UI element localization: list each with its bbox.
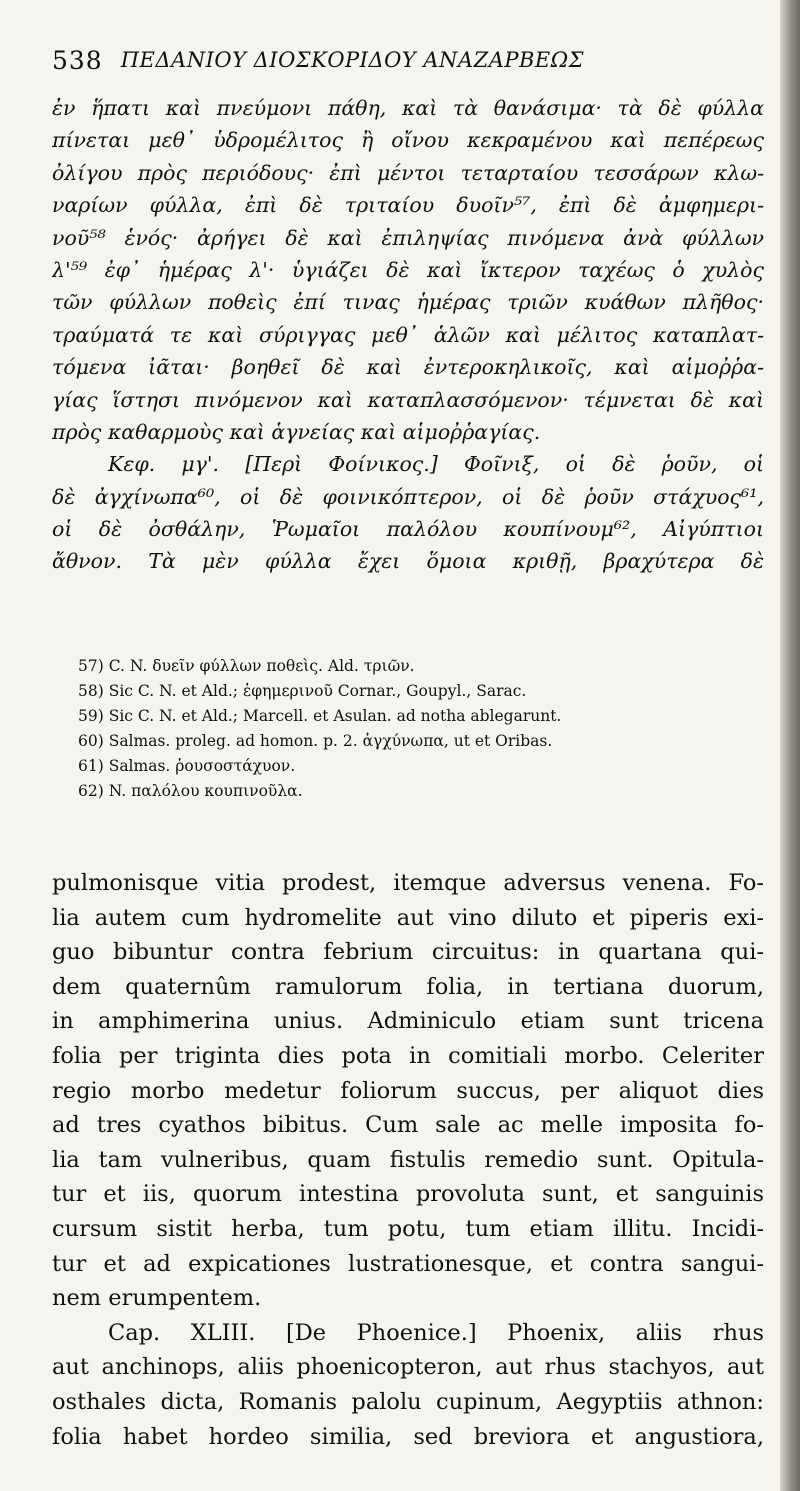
latin-line: regio morbo medetur foliorum succus, per aliquot dies [52, 1077, 764, 1104]
running-head: ΠΕΔΑΝΙΟΥ ΔΙΟΣΚΟΡΙΔΟΥ ΑΝΑΖΑΡΒΕΩΣ [120, 48, 585, 72]
greek-line: τόμενα ἰᾶται· βοηθεῖ δὲ καὶ ἐντεροκηλικοῖς, καὶ αἱμοῤῥα- [52, 355, 764, 380]
latin-line: lia autem cum hydromelite aut vino diluto et piperis exi- [52, 904, 764, 931]
latin-line: folia per triginta dies pota in comitiali morbo. Celeriter [52, 1042, 764, 1069]
latin-line: folia habet hordeo similia, sed breviora et angustiora, [52, 1423, 764, 1450]
footnote: 58) Sic C. N. et Ald.; ἐφημερινοῦ Cornar., Goupyl., Sarac. [78, 682, 527, 700]
latin-line: nem erumpentem. [52, 1285, 262, 1312]
greek-line: ναρίων φύλλα, ἐπὶ δὲ τριταίου δυοῖν⁵⁷, ἐπὶ δὲ ἀμφημερι- [52, 193, 764, 218]
greek-line: ἄθνον. Τὰ μὲν φύλλα ἔχει ὅμοια κριθῇ, βραχύτερα δὲ [52, 549, 764, 574]
greek-line: πρὸς καθαρμοὺς καὶ ἁγνείας καὶ αἱμοῤῥαγίας. [52, 419, 541, 444]
footnote: 60) Salmas. proleg. ad homon. p. 2. ἀγχύνωπα, ut et Oribas. [78, 732, 553, 750]
latin-line: cursum sistit herba, tum potu, tum etiam illitu. Incidi- [52, 1215, 764, 1242]
page-edge-shadow [780, 0, 800, 1491]
greek-line: λ'⁵⁹ ἐφ᾽ ἡμέρας λ'· ὑγιάζει δὲ καὶ ἴκτερον ταχέως ὁ χυλὸς [52, 257, 764, 282]
greek-line: τραύματά τε καὶ σύριγγας μεθ᾽ ἁλῶν καὶ μέλιτος καταπλατ- [52, 322, 764, 347]
latin-chapter-heading-line: Cap. XLIII. [De Phoenice.] Phoenix, aliis rhus [108, 1319, 764, 1346]
greek-line: τῶν φύλλων ποθεὶς ἐπί τινας ἡμέρας τριῶν κυάθων πλῆθος· [52, 290, 764, 315]
latin-line: guo bibuntur contra febrium circuitus: in quartana qui- [52, 939, 764, 966]
latin-line: tur et iis, quorum intestina provoluta sunt, et sanguinis [52, 1181, 764, 1208]
greek-line: γίας ἵστησι πινόμενον καὶ καταπλασσόμενον· τέμνεται δὲ καὶ [52, 387, 764, 412]
latin-line: dem quaternûm ramulorum folia, in tertiana duorum, [52, 973, 764, 1000]
footnotes-block [52, 654, 764, 804]
latin-line: lia tam vulneribus, quam fistulis remedio sunt. Opitula- [52, 1146, 764, 1173]
page-number: 538 [52, 45, 103, 75]
greek-line: ὀλίγου πρὸς περιόδους· ἐπὶ μέντοι τεταρταίου τεσσάρων κλω- [52, 160, 764, 185]
greek-line: δὲ ἀγχίνωπα⁶⁰, οἱ δὲ φοινικόπτερον, οἱ δὲ ῥοῦν στάχυος⁶¹, [52, 484, 764, 509]
greek-text-block [52, 92, 764, 578]
latin-line: ad tres cyathos bibitus. Cum sale ac melle imposita fo- [52, 1112, 764, 1139]
page-header [52, 40, 762, 80]
greek-line: νοῦ⁵⁸ ἑνός· ἀρήγει δὲ καὶ ἐπιληψίας πινόμενα ἀνὰ φύλλων [52, 225, 764, 250]
footnote: 61) Salmas. ῥουσοστάχυον. [78, 757, 296, 775]
latin-line: aut anchinops, aliis phoenicopteron, aut rhus stachyos, aut [52, 1354, 764, 1381]
greek-line: οἱ δὲ ὀσθάλην, Ῥωμαῖοι παλόλου κουπίνουμ⁶², Αἰγύπτιοι [52, 517, 764, 542]
greek-line: πίνεται μεθ᾽ ὑδρομέλιτος ἢ οἴνου κεκραμένου καὶ πεπέρεως [52, 128, 764, 153]
footnote: 62) N. παλόλου κουπινοῦλα. [78, 782, 303, 800]
footnote: 59) Sic C. N. et Ald.; Marcell. et Asulan. ad notha ablegarunt. [78, 707, 562, 725]
greek-line: ἐν ἥπατι καὶ πνεύμονι πάθη, καὶ τὰ θανάσιμα· τὰ δὲ φύλλα [52, 96, 764, 120]
footnote: 57) C. N. δυεῖν φύλλων ποθεὶς. Ald. τριῶν. [78, 657, 415, 675]
greek-chapter-heading-line: Κεφ. μγ'. [Περὶ Φοίνικος.] Φοῖνιξ, οἱ δὲ ῥοῦν, οἱ [108, 452, 764, 477]
latin-line: in amphimerina unius. Adminiculo etiam sunt tricena [52, 1008, 764, 1035]
latin-line: pulmonisque vitia prodest, itemque adversus venena. Fo- [52, 870, 764, 896]
latin-line: tur et ad expicationes lustrationesque, et contra sangui- [52, 1250, 764, 1277]
latin-text-block [52, 866, 764, 1454]
latin-line: osthales dicta, Romanis palolu cupinum, Aegyptiis athnon: [52, 1388, 764, 1415]
